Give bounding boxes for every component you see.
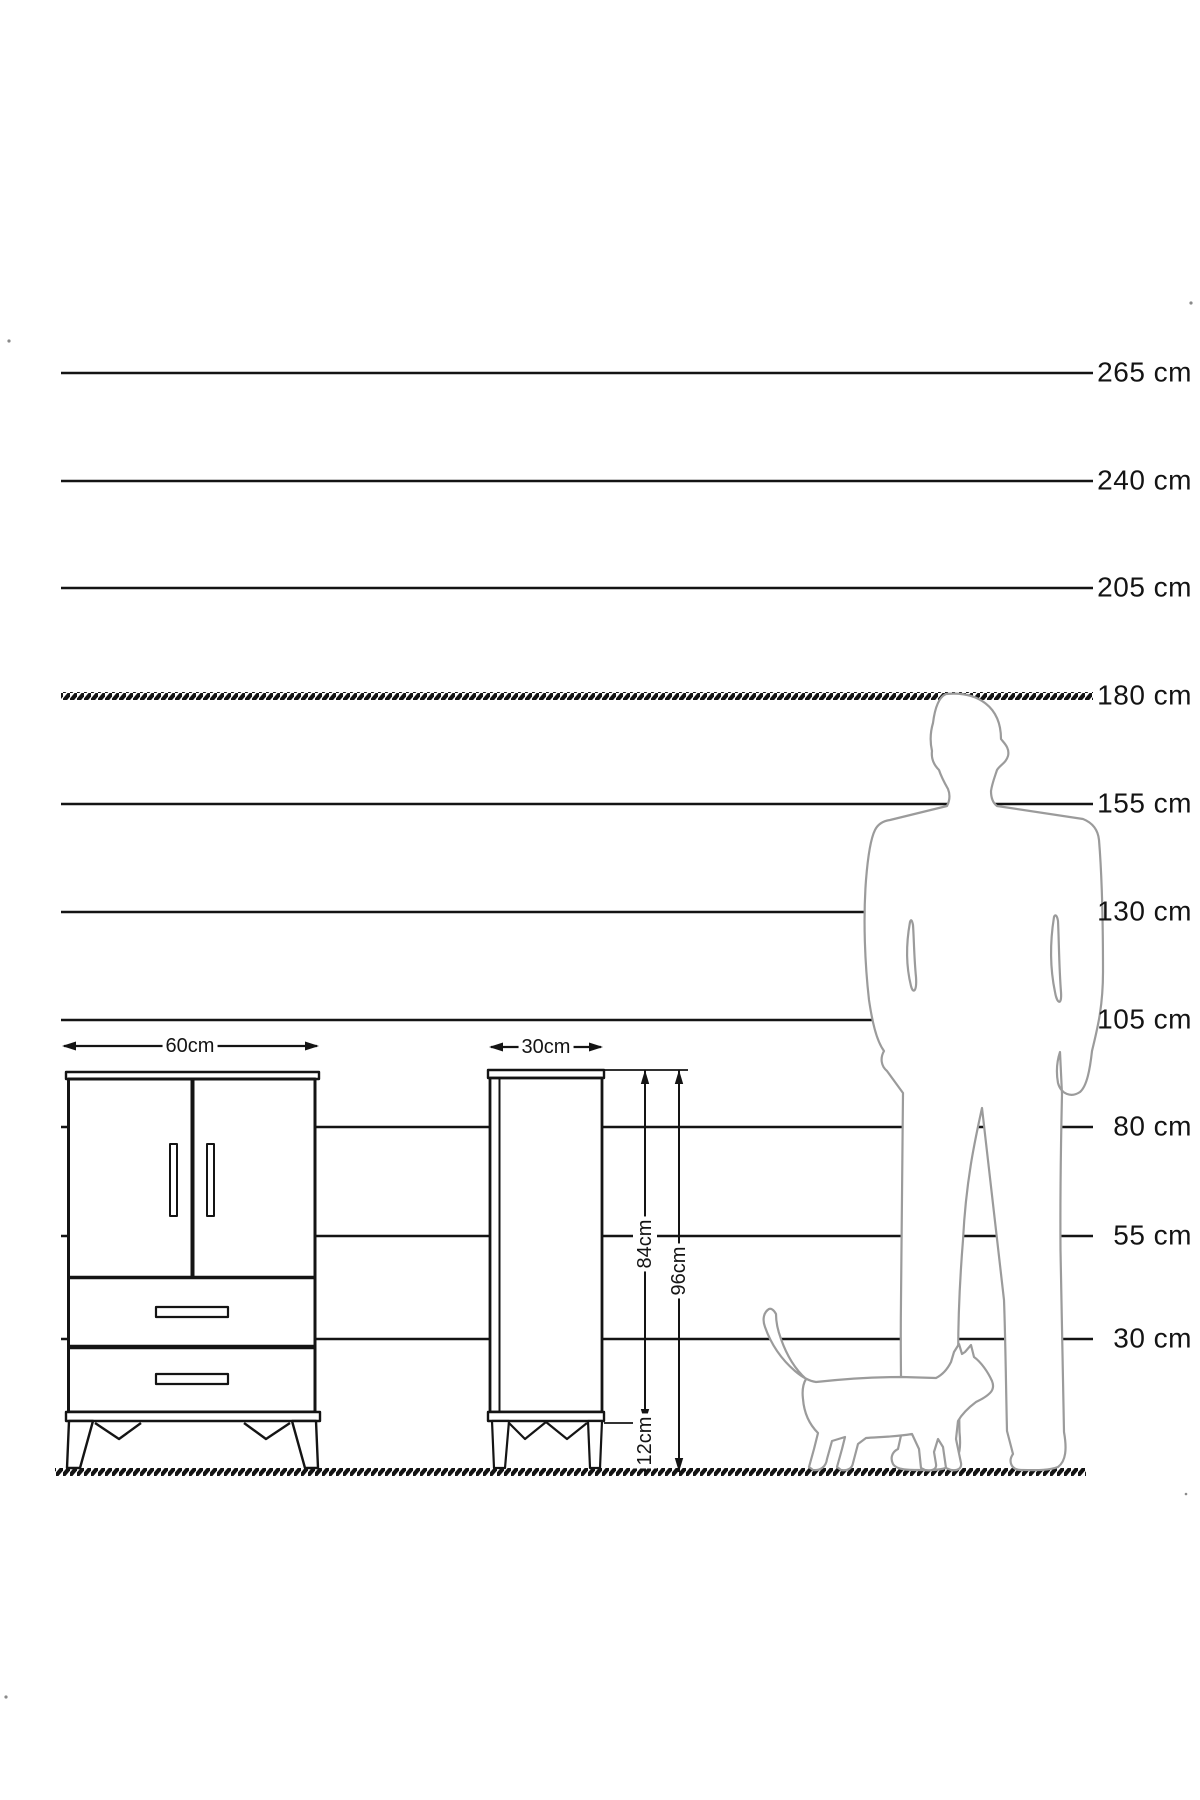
scale-line-hatched: [61, 692, 1093, 700]
scale-label-80: 80 cm: [1113, 1110, 1192, 1142]
drawer-handle-bottom: [156, 1374, 228, 1384]
cabinet-width-label: 60cm: [163, 1034, 218, 1058]
scale-label-265: 265 cm: [1097, 356, 1192, 388]
side-bottom-board: [488, 1412, 604, 1421]
leg-height-label: 12cm: [633, 1414, 657, 1469]
door-handle-right: [207, 1144, 214, 1216]
arrowhead-left: [489, 1043, 503, 1052]
scale-label-240: 240 cm: [1097, 464, 1192, 496]
arrowhead-right: [305, 1042, 319, 1051]
body-height-label: 84cm: [633, 1217, 657, 1272]
scale-label-155: 155 cm: [1097, 787, 1192, 819]
scale-label-30: 30 cm: [1113, 1322, 1192, 1354]
cabinet-front-view: [62, 1042, 320, 1469]
scale-label-180: 180 cm: [1097, 679, 1192, 711]
door-handle-left: [170, 1144, 177, 1216]
drawer-handle-top: [156, 1307, 228, 1317]
scale-label-130: 130 cm: [1097, 895, 1192, 927]
scale-label-205: 205 cm: [1097, 571, 1192, 603]
cabinet-bottom-board: [66, 1412, 320, 1421]
cabinet-depth-label: 30cm: [519, 1035, 574, 1059]
arrowhead-right: [589, 1043, 603, 1052]
side-leg-right: [588, 1421, 602, 1468]
arrowhead-left: [62, 1042, 76, 1051]
leg-brace-left: [95, 1423, 141, 1439]
side-leg-left: [492, 1421, 509, 1468]
side-leg-brace: [509, 1422, 587, 1439]
scale-label-55: 55 cm: [1113, 1219, 1192, 1251]
cabinet-side-view: [488, 1043, 604, 1469]
side-body: [490, 1078, 602, 1412]
scale-label-105: 105 cm: [1097, 1003, 1192, 1035]
leg-brace-right: [244, 1423, 290, 1439]
cabinet-leg-right: [292, 1421, 318, 1468]
total-height-label: 96cm: [667, 1244, 691, 1299]
man-outline: [865, 694, 1103, 1470]
cabinet-leg-left: [67, 1421, 93, 1468]
man-silhouette: [865, 694, 1103, 1470]
